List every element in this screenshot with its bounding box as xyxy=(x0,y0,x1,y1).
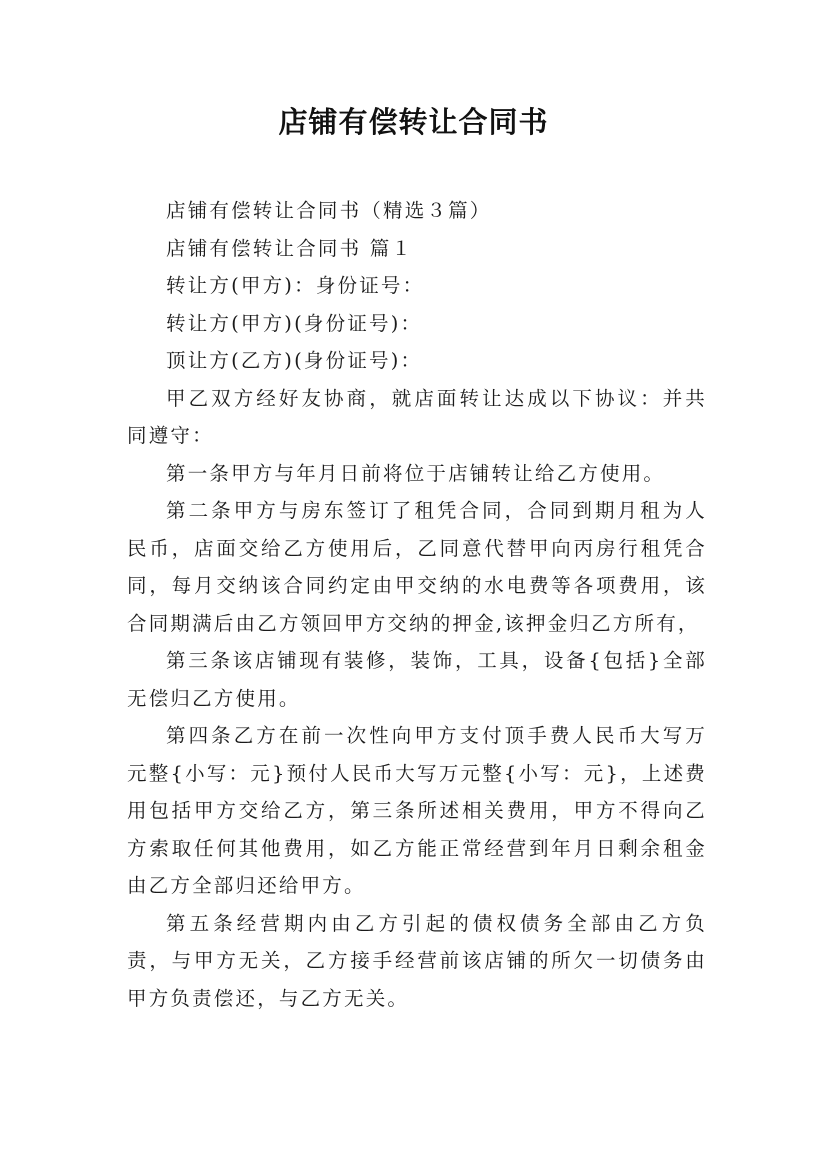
paragraph-article-1: 第一条甲方与年月日前将位于店铺转让给乙方使用。 xyxy=(166,461,666,485)
paragraph-article-3: 第三条该店铺现有装修，装饰，工具，设备{包括}全部无偿归乙方使用。 xyxy=(127,649,707,710)
paragraph-heading: 店铺有偿转让合同书（精选３篇） xyxy=(166,199,492,222)
paragraph-transferor: 转让方(甲方)(身份证号)： xyxy=(166,311,423,335)
paragraph-transferee: 顶让方(乙方)(身份证号)： xyxy=(166,349,423,372)
paragraph-article-2: 第二条甲方与房东签订了租凭合同，合同到期月租为人民币，店面交给乙方使用后，乙同意代替甲向丙房行租凭合同，每月交纳该合同约定由甲交纳的水电费等各项费用，该合同期满后由乙方领回甲方交纳的押金,该押金归乙方所有， xyxy=(127,499,707,635)
document-title: 店铺有偿转让合同书 xyxy=(278,105,549,139)
document-body xyxy=(127,192,707,1017)
paragraph-article-4: 第四条乙方在前一次性向甲方支付顶手费人民币大写万元整{小写：元}预付人民币大写万元整{小写：元}，上述费用包括甲方交给乙方，第三条所述相关费用，甲方不得向乙方索取任何其他费用，如乙方能正常经营到年月日剩余租金由乙方全部归还给甲方。 xyxy=(127,724,707,897)
paragraph-transferor-id: 转让方(甲方)：身份证号： xyxy=(166,274,425,297)
paragraph-subheading: 店铺有偿转让合同书 篇１ xyxy=(166,236,414,260)
paragraph-preamble: 甲乙双方经好友协商，就店面转让达成以下协议：并共同遵守： xyxy=(127,386,707,447)
paragraph-article-5: 第五条经营期内由乙方引起的债权债务全部由乙方负责，与甲方无关，乙方接手经营前该店铺的所欠一切债务由甲方负责偿还，与乙方无关。 xyxy=(127,911,707,1010)
